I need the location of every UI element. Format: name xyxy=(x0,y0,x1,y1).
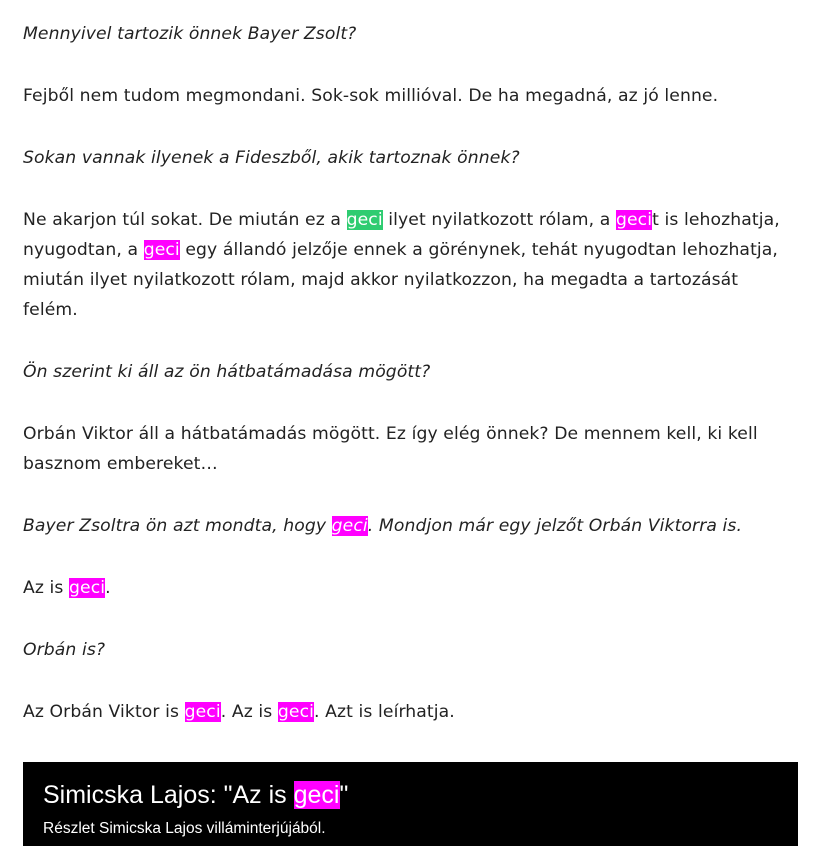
video-title-highlight: geci xyxy=(293,781,340,809)
highlighted-word: geci xyxy=(184,702,221,722)
video-title-text: Simicska Lajos: "Az is xyxy=(43,781,294,809)
highlighted-word: geci xyxy=(346,210,383,230)
video-title[interactable] xyxy=(43,780,348,810)
video-subtitle: Részlet Simicska Lajos villáminterjújából. xyxy=(43,820,326,837)
answer-5-text: . Az is xyxy=(220,702,278,722)
answer-5 xyxy=(23,697,798,727)
highlighted-word: geci xyxy=(277,702,315,722)
question-4-text: Bayer Zsoltra ön azt mondta, hogy xyxy=(23,516,332,536)
answer-2 xyxy=(23,205,798,325)
highlighted-word: geci xyxy=(69,578,106,598)
article-body xyxy=(23,19,798,759)
question-1: Mennyivel tartozik önnek Bayer Zsolt? xyxy=(23,24,357,44)
answer-2-text: t is lehozhatja, nyugodtan, a xyxy=(23,210,780,260)
answer-2-text: ilyet nyilatkozott rólam, a xyxy=(382,210,616,230)
video-title-text: " xyxy=(339,781,349,809)
answer-5-text: . Azt is leírhatja. xyxy=(314,702,455,722)
highlighted-word: geci xyxy=(615,210,653,230)
answer-2-text: egy állandó jelzője ennek a görénynek, tehát nyugodtan lehozhatja, miután ilyet nyilatkozott rólam, majd akkor nyilatkozzon, ha megadta a tartozását felém. xyxy=(23,240,778,320)
answer-4 xyxy=(23,573,798,603)
answer-5-text: Az Orbán Viktor is xyxy=(23,702,185,722)
highlighted-word: geci xyxy=(331,516,368,536)
question-4 xyxy=(23,511,798,541)
answer-1: Fejből nem tudom megmondani. Sok-sok millióval. De ha megadná, az jó lenne. xyxy=(23,86,719,106)
answer-3: Orbán Viktor áll a hátbatámadás mögött. Ez így elég önnek? De mennem kell, ki kell basznom embereket… xyxy=(23,424,758,474)
answer-4-text: . xyxy=(105,578,111,598)
question-3: Ön szerint ki áll az ön hátbatámadása mögött? xyxy=(23,362,431,382)
question-4-text: . Mondjon már egy jelzőt Orbán Viktorra is. xyxy=(367,516,743,536)
highlighted-word: geci xyxy=(143,240,180,260)
video-embed[interactable] xyxy=(23,762,798,846)
answer-4-text: Az is xyxy=(23,578,70,598)
question-5: Orbán is? xyxy=(23,640,106,660)
question-2: Sokan vannak ilyenek a Fideszből, akik tartoznak önnek? xyxy=(23,148,520,168)
answer-2-text: Ne akarjon túl sokat. De miután ez a xyxy=(23,210,347,230)
